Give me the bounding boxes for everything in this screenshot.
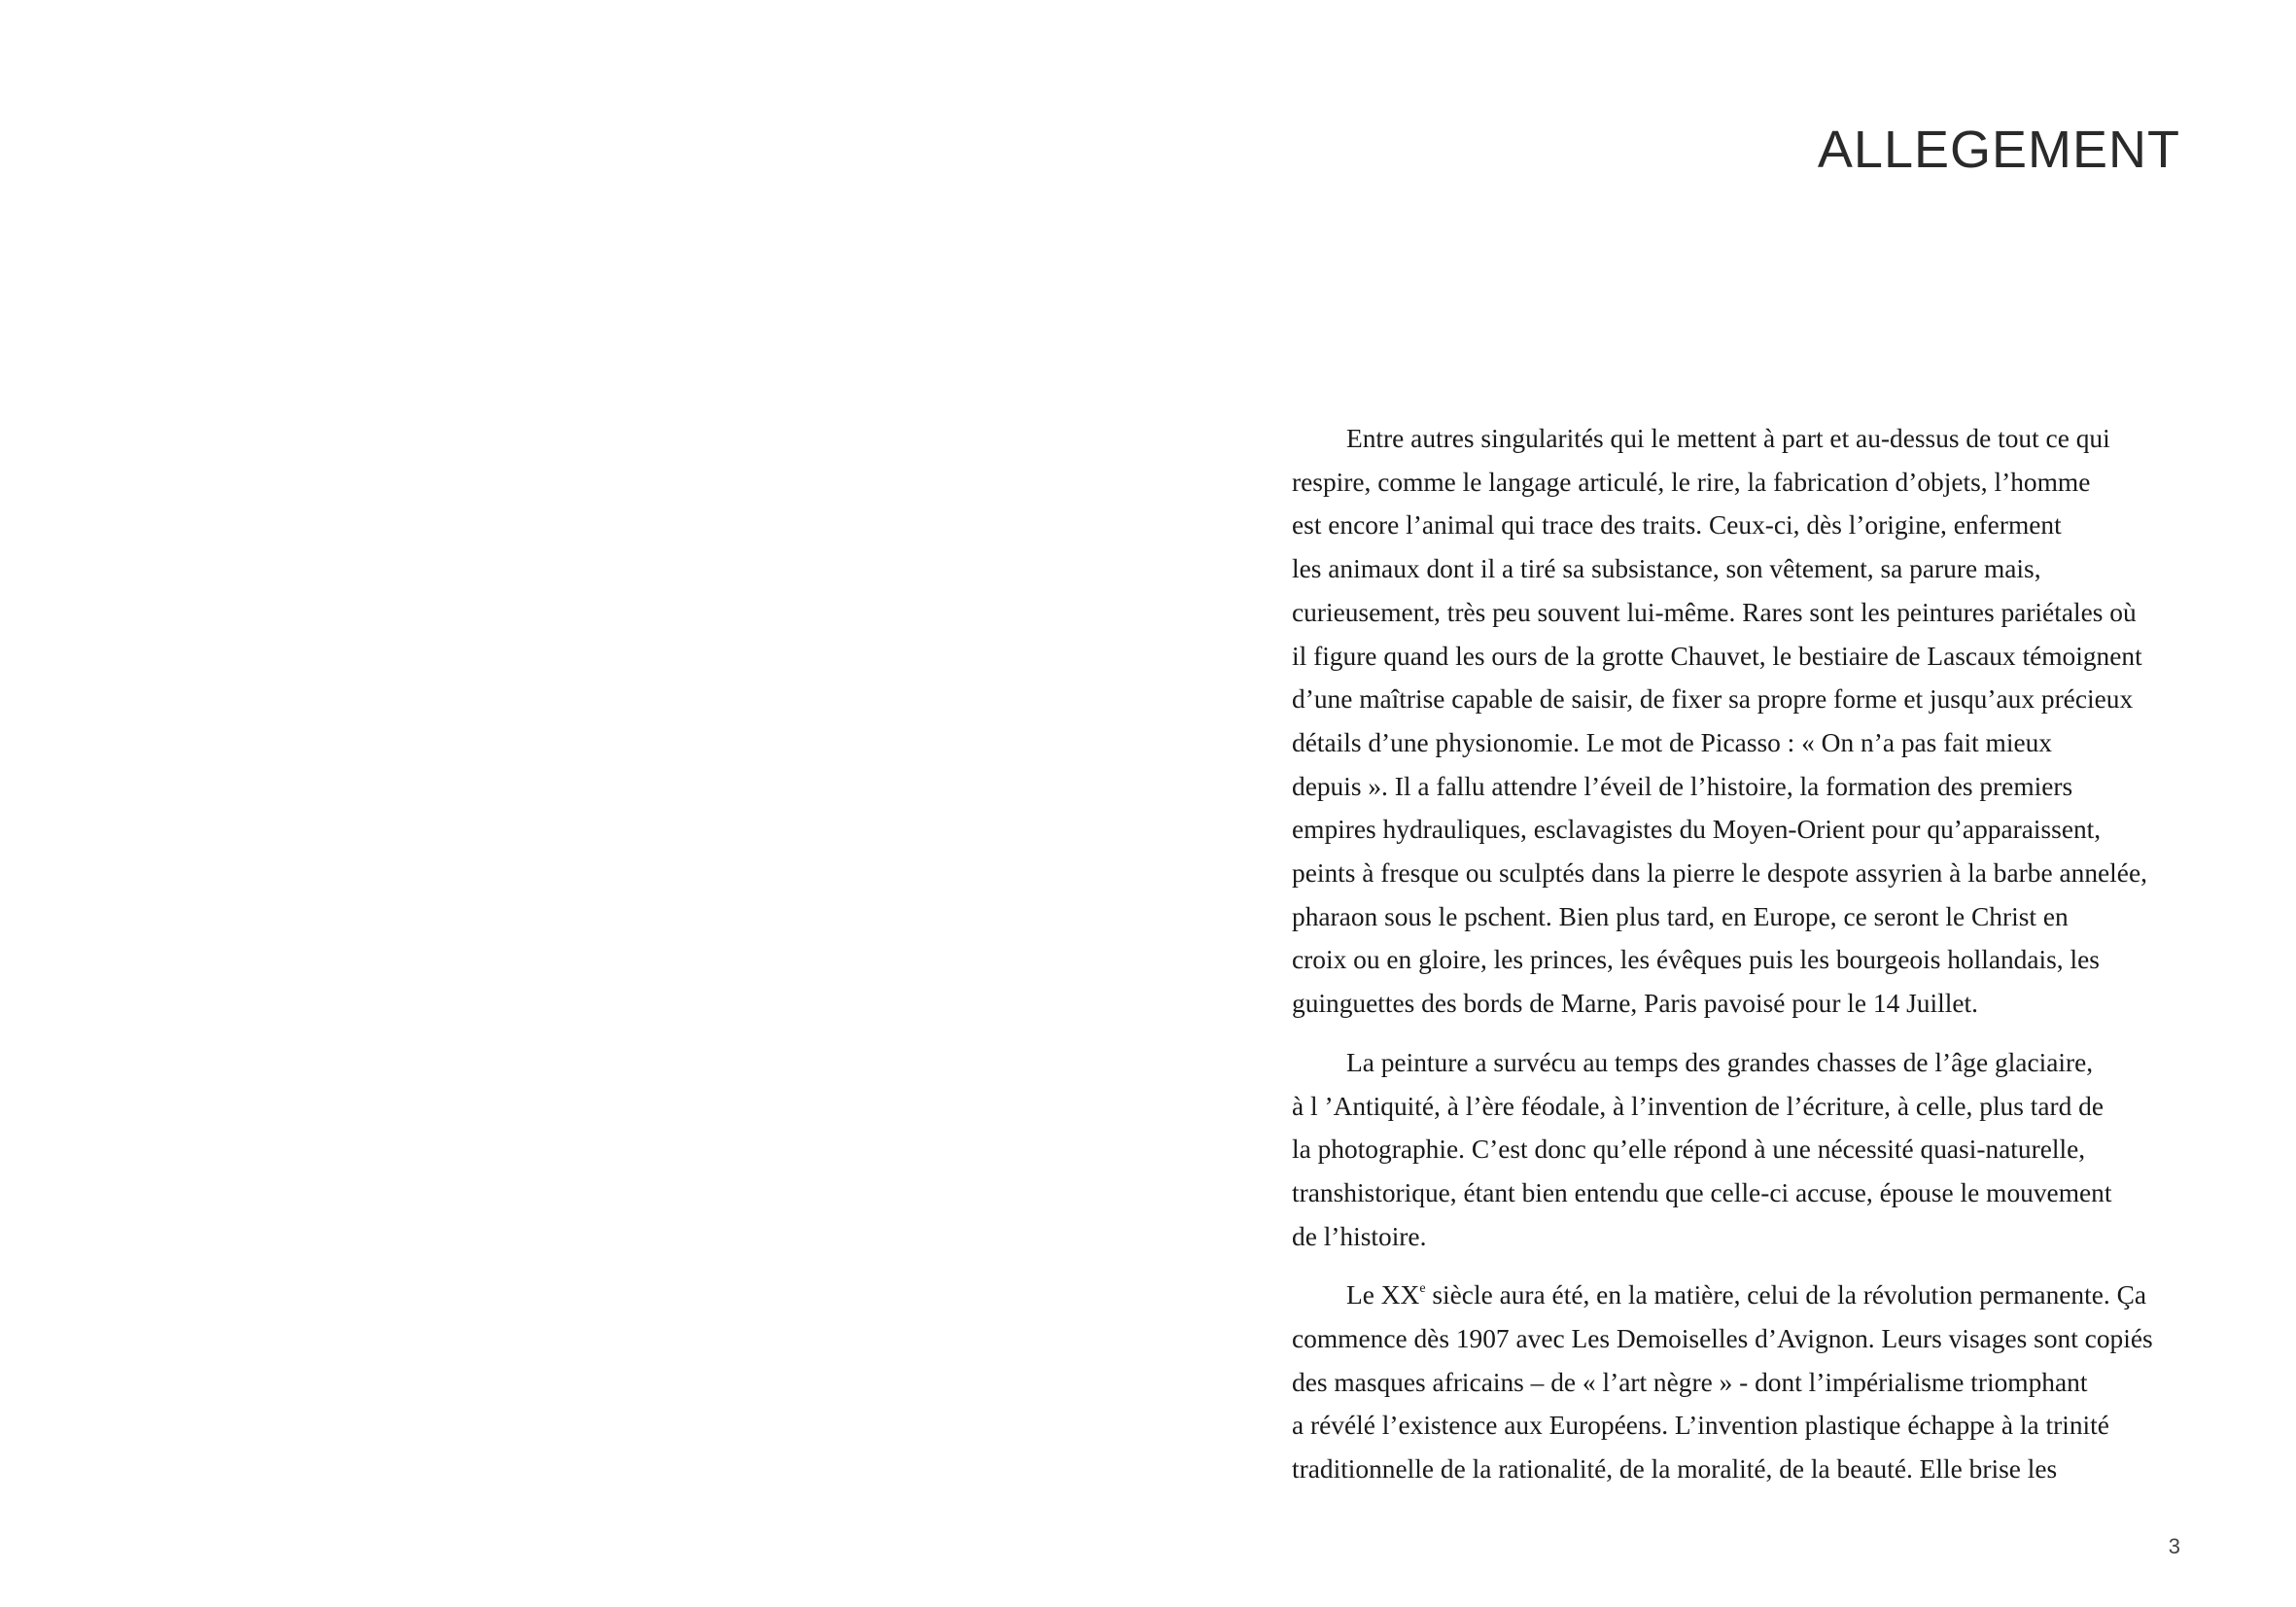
text-line: transhistorique, étant bien entendu que celle-ci accuse, épouse le mouvement <box>1292 1177 2112 1207</box>
text-line: curieusement, très peu souvent lui-même. Rares sont les peintures pariétales où <box>1292 597 2137 627</box>
body-text <box>1292 417 2191 1507</box>
text-line: guinguettes des bords de Marne, Paris pavoisé pour le 14 Juillet. <box>1292 989 1978 1019</box>
text-line: depuis ». Il a fallu attendre l’éveil de l’histoire, la formation des premiers <box>1292 771 2073 801</box>
text-fragment: Le XX <box>1346 1280 1420 1310</box>
text-line: les animaux dont il a tiré sa subsistance, son vêtement, sa parure mais, <box>1292 554 2041 584</box>
text-line: détails d’une physionomie. Le mot de Picasso : « On n’a pas fait mieux <box>1292 727 2052 757</box>
page-number: 3 <box>2168 1534 2180 1558</box>
text-line: de l’histoire. <box>1292 1221 1427 1251</box>
text-line: peints à fresque ou sculptés dans la pierre le despote assyrien à la barbe annelée, <box>1292 858 2147 889</box>
text-line: empires hydrauliques, esclavagistes du Moyen-Orient pour qu’apparaissent, <box>1292 815 2102 845</box>
text-line: Entre autres singularités qui le mettent à part et au-dessus de tout ce qui <box>1346 424 2110 453</box>
text-line: pharaon sous le pschent. Bien plus tard, en Europe, ce seront le Christ en <box>1292 901 2069 931</box>
text-line: la photographie. C’est donc qu’elle répond à une nécessité quasi-naturelle, <box>1292 1135 2086 1165</box>
text-line: il figure quand les ours de la grotte Chauvet, le bestiaire de Lascaux témoignent <box>1292 641 2142 671</box>
text-line: a révélé l’existence aux Européens. L’invention plastique échappe à la trinité <box>1292 1411 2109 1441</box>
text-line: La peinture a survécu au temps des grandes chasses de l’âge glaciaire, <box>1346 1047 2094 1077</box>
text-line: à l ’Antiquité, à l’ère féodale, à l’invention de l’écriture, à celle, plus tard de <box>1292 1091 2105 1121</box>
text-line: est encore l’animal qui trace des traits. Ceux-ci, dès l’origine, enferment <box>1292 510 2062 541</box>
text-line: des masques africains – de « l’art nègre » - dont l’impérialisme triomphant <box>1292 1367 2088 1397</box>
text-line: d’une maîtrise capable de saisir, de fixer sa propre forme et jusqu’aux précieux <box>1292 684 2134 715</box>
superscript: e <box>1419 1281 1426 1297</box>
paragraph-3 <box>1292 1274 2191 1491</box>
page-title: ALLEGEMENT <box>1817 121 2180 179</box>
right-page <box>1148 0 2296 1607</box>
paragraph-2 <box>1292 1041 2191 1259</box>
text-line: commence dès 1907 avec Les Demoiselles d’Avignon. Leurs visages sont copiés <box>1292 1324 2153 1354</box>
text-line: respire, comme le langage articulé, le rire, la fabrication d’objets, l’homme <box>1292 467 2091 497</box>
paragraph-1 <box>1292 417 2191 1026</box>
text-line: traditionnelle de la rationalité, de la moralité, de la beauté. Elle brise les <box>1292 1454 2058 1485</box>
text-line: croix ou en gloire, les princes, les évêques puis les bourgeois hollandais, les <box>1292 945 2100 975</box>
text-line <box>1292 1274 2191 1317</box>
text-fragment: siècle aura été, en la matière, celui de la révolution permanente. Ça <box>1425 1280 2147 1310</box>
